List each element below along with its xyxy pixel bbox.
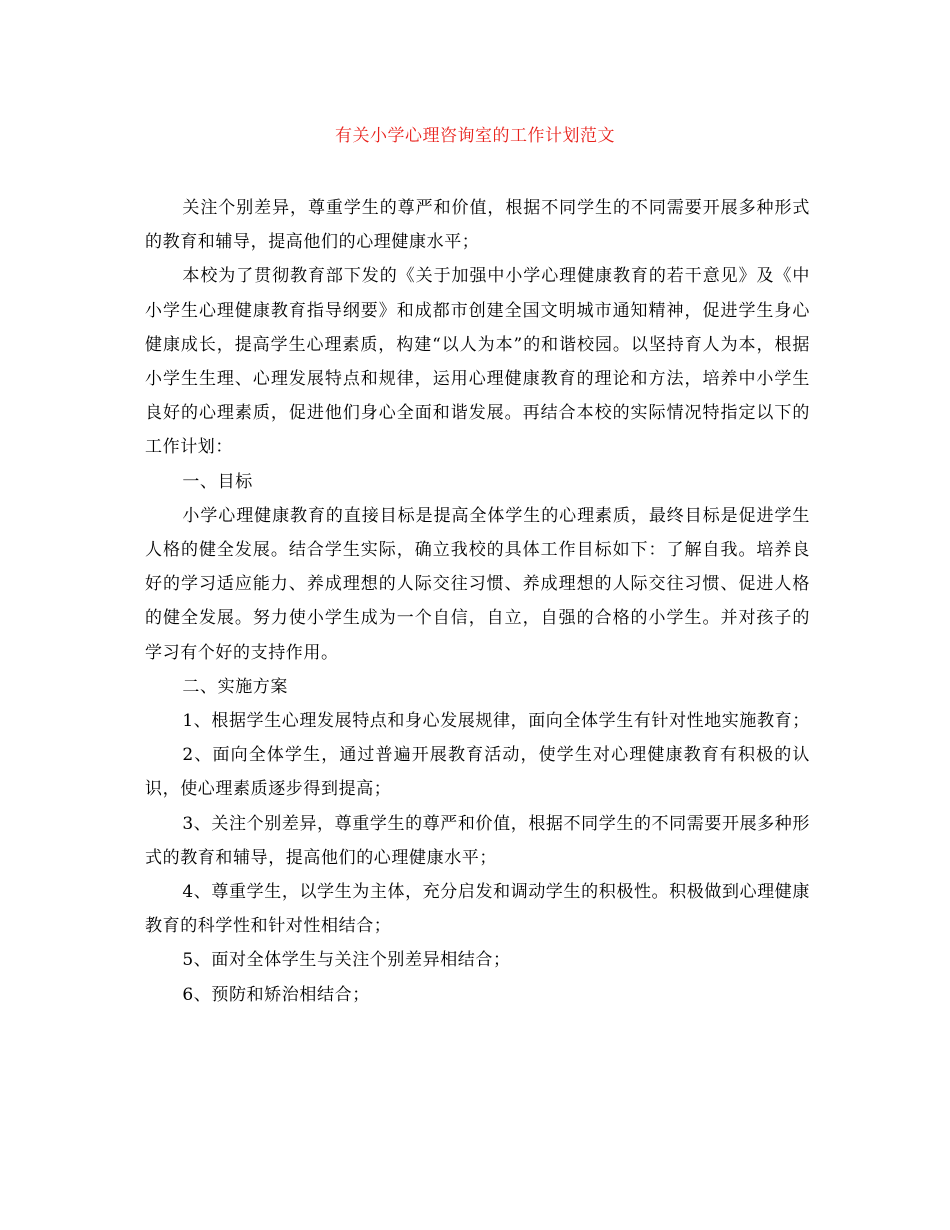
document-title: 有关小学心理咨询室的工作计划范文 [335, 126, 615, 146]
plan-item-4: 4、尊重学生，以学生为主体，充分启发和调动学生的积极性。积极做到心理健康教育的科学性和针对性相结合； [145, 882, 810, 937]
plan-item-1: 1、根据学生心理发展特点和身心发展规律，面向全体学生有针对性地实施教育； [182, 711, 810, 732]
document-body [145, 191, 810, 1012]
paragraph-background: 本校为了贯彻教育部下发的《关于加强中小学心理健康教育的若干意见》及《中小学生心理健康教育指导纲要》和成都市创建全国文明城市通知精神，促进学生身心健康成长，提高学生心理素质，构建“以人为本”的和谐校园。以坚持育人为本，根据小学生生理、心理发展特点和规律，运用心理健康教育的理论和方法，培养中小学生良好的心理素质，促进他们身心全面和谐发展。再结合本校的实际情况特指定以下的工作计划： [145, 266, 810, 458]
paragraph-goals: 小学心理健康教育的直接目标是提高全体学生的心理素质，最终目标是促进学生人格的健全发展。结合学生实际，确立我校的具体工作目标如下：了解自我。培养良好的学习适应能力、养成理想的人际交往习惯、养成理想的人际交往习惯、促进人格的健全发展。努力使小学生成为一个自信，自立，自强的合格的小学生。并对孩子的学习有个好的支持作用。 [145, 505, 810, 663]
plan-item-2: 2、面向全体学生，通过普遍开展教育活动，使学生对心理健康教育有积极的认识，使心理素质逐步得到提高； [145, 745, 810, 800]
plan-item-3: 3、关注个别差异，尊重学生的尊严和价值，根据不同学生的不同需要开展多种形式的教育和辅导，提高他们的心理健康水平； [145, 813, 810, 868]
plan-item-5: 5、面对全体学生与关注个别差异相结合； [182, 950, 511, 971]
plan-item-6: 6、预防和矫治相结合； [182, 984, 370, 1005]
section-heading-goals: 一、目标 [182, 471, 253, 492]
section-heading-plan: 二、实施方案 [182, 676, 288, 697]
paragraph-intro-care: 关注个别差异，尊重学生的尊严和价值，根据不同学生的不同需要开展多种形式的教育和辅导，提高他们的心理健康水平； [145, 198, 810, 253]
